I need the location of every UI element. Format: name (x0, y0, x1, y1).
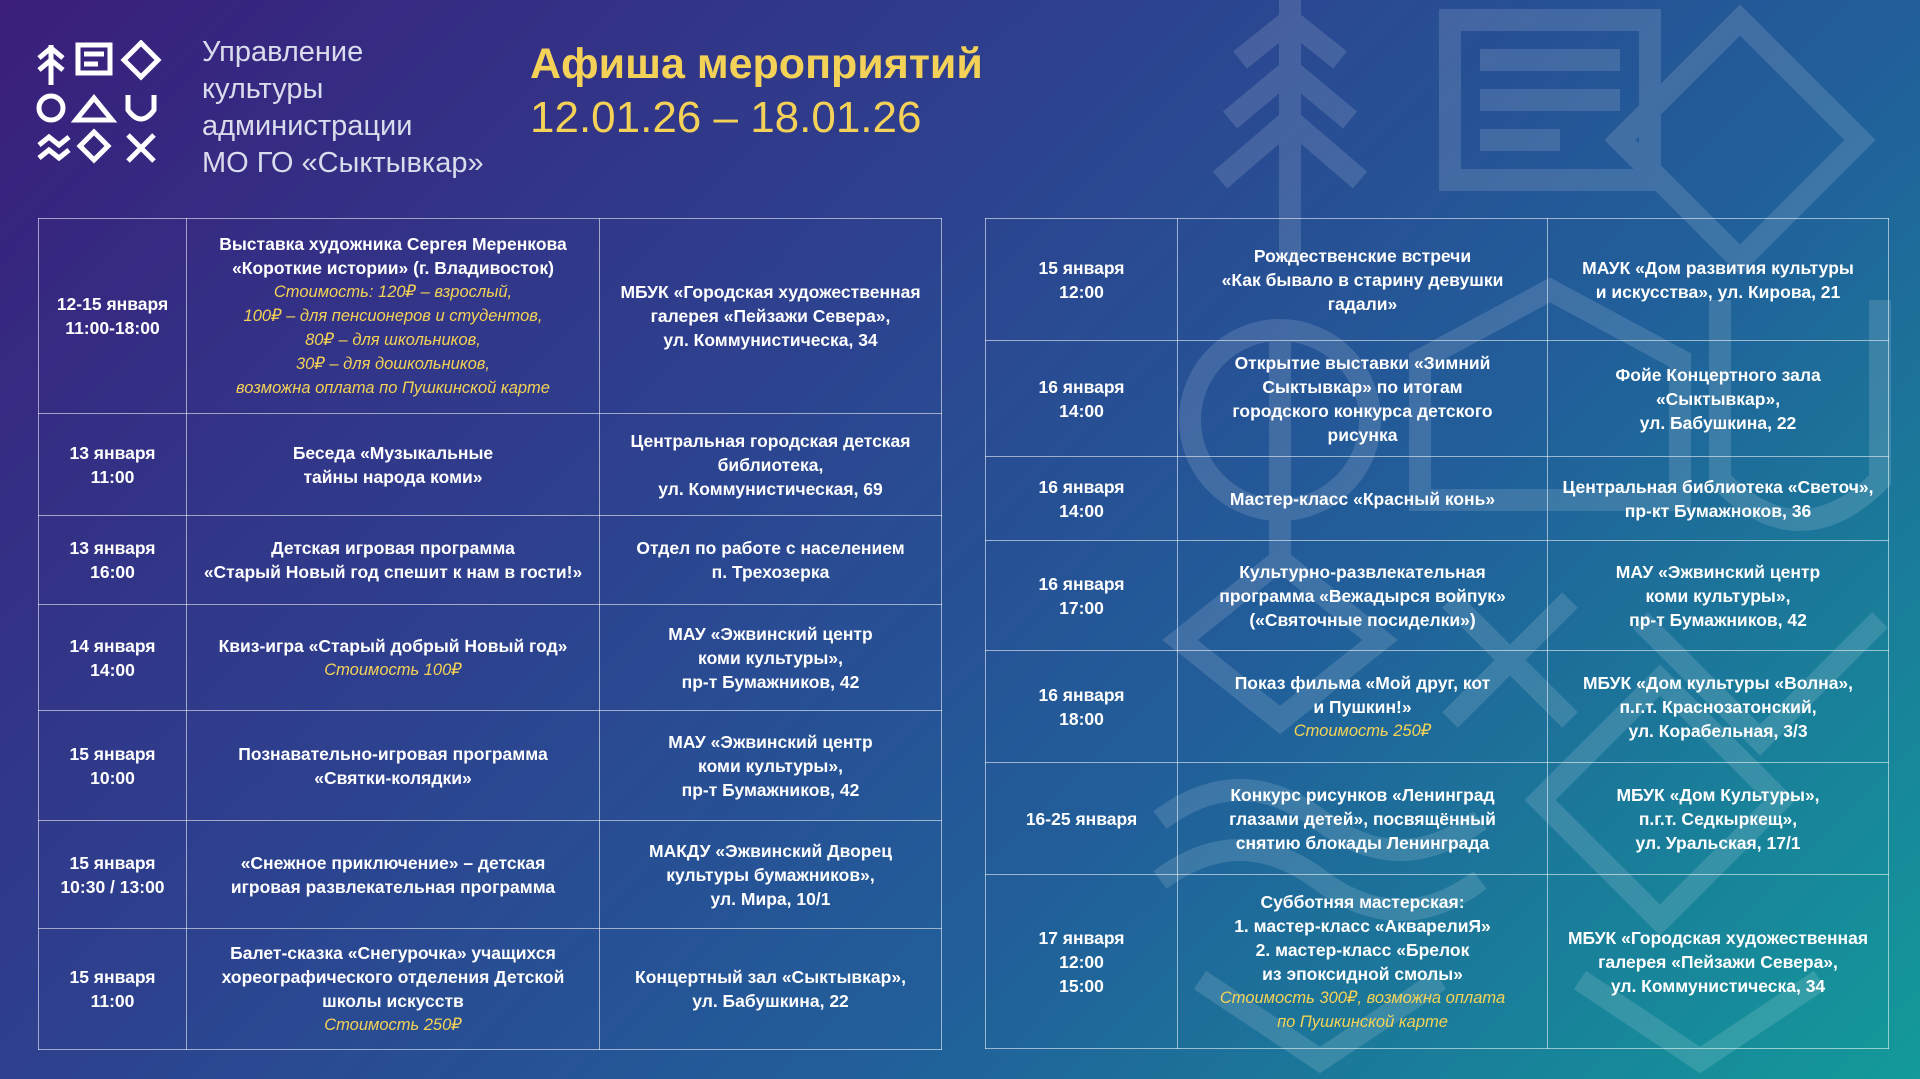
event-date-line: 16 января (1038, 573, 1125, 594)
event-row (39, 605, 942, 711)
event-venue-line: МАКДУ «Эжвинский Дворец (649, 840, 892, 861)
event-date-cell (39, 605, 187, 711)
event-venue-line: коми культуры», (698, 755, 843, 776)
event-venue-line: МБУК «Городская художественная (1567, 927, 1869, 948)
event-venue-line: МБУК «Дом культуры «Волна», (1582, 672, 1854, 693)
event-venue-line: пр-т Бумажников, 42 (681, 779, 860, 800)
event-date-line: 14:00 (1059, 400, 1104, 421)
event-price-line: Стоимость 250₽ (1293, 721, 1432, 740)
event-title-line: хореографического отделения Детской (221, 967, 565, 987)
event-title-line: Беседа «Музыкальные (292, 442, 494, 463)
event-title-cell (1178, 541, 1548, 651)
event-row (986, 219, 1889, 341)
event-title-line: 2. мастер-класс «Брелок (1255, 939, 1470, 960)
event-venue-line: ул. Бабушкина, 22 (1639, 412, 1797, 433)
event-title-line: Мастер-класс «Красный конь» (1229, 488, 1496, 509)
event-venue-line: Центральная городская детская (630, 430, 911, 451)
event-title-line: Балет-сказка «Снегурочка» учащихся (230, 943, 556, 963)
event-venue-line: культуры бумажников», (666, 864, 875, 885)
event-venue-cell (600, 414, 942, 516)
event-date-line: 14:00 (1059, 500, 1104, 521)
event-title-line: Рождественские встречи (1253, 245, 1472, 266)
event-date-cell (986, 457, 1178, 541)
event-venue-cell (1548, 341, 1889, 457)
event-date-line: 14 января (69, 635, 156, 656)
event-date-line: 12:00 (1059, 281, 1104, 302)
event-venue-line: галерея «Пейзажи Севера», (1598, 951, 1838, 972)
event-venue-line: коми культуры», (1645, 585, 1791, 606)
event-title-line: 1. мастер-класс «АкварелиЯ» (1234, 915, 1491, 936)
event-date-line: 12:00 (1059, 951, 1104, 972)
event-title-line: тайны народа коми» (303, 466, 483, 487)
event-row (986, 875, 1889, 1049)
event-price-line: Стоимость 300₽, возможна оплата (1219, 988, 1506, 1007)
event-title-line: Культурно-развлекательная (1239, 561, 1486, 582)
event-date-line: 16 января (1038, 376, 1125, 397)
event-date-cell (39, 711, 187, 821)
event-date-cell (39, 219, 187, 414)
event-title-line: гадали» (1327, 293, 1398, 314)
event-venue-line: МАУК «Дом развития культуры (1582, 257, 1854, 278)
event-title-line: городского конкурса детского (1232, 400, 1493, 421)
event-date-cell (39, 929, 187, 1050)
event-title-line: Квиз-игра «Старый добрый Новый год» (218, 635, 568, 656)
event-date-line: 11:00-18:00 (65, 318, 160, 338)
date-range: 12.01.26 – 18.01.26 (530, 93, 922, 142)
event-date-cell (986, 541, 1178, 651)
event-title-line: Конкурс рисунков «Ленинград (1230, 784, 1495, 805)
event-price-line: 100₽ – для пенсионеров и студентов, (243, 307, 543, 325)
event-title-line: «Старый Новый год спешит к нам в гости!» (203, 562, 583, 582)
event-title-line: программа «Вежадырся войпук» (1219, 585, 1506, 606)
event-title-cell (187, 516, 600, 605)
events-table-left (38, 218, 942, 1050)
event-title-line: глазами детей», посвящённый (1229, 808, 1496, 829)
event-title-line: школы искусств (322, 991, 464, 1011)
event-venue-cell (600, 516, 942, 605)
event-date-line: 18:00 (1059, 708, 1104, 729)
event-date-line: 10:00 (90, 767, 135, 788)
event-title-cell (1178, 341, 1548, 457)
event-date-line: 11:00 (90, 991, 135, 1011)
event-venue-line: пр-кт Бумажноков, 36 (1624, 500, 1812, 521)
event-date-line: 15 января (69, 743, 156, 764)
event-row (39, 929, 942, 1050)
event-venue-line: ул. Коммунистическа, 34 (1610, 975, 1826, 996)
event-title-line: рисунка (1327, 424, 1398, 445)
event-date-cell (986, 763, 1178, 875)
event-row (39, 516, 942, 605)
event-title-cell (1178, 219, 1548, 341)
event-title-cell (187, 929, 600, 1050)
event-venue-line: ул. Мира, 10/1 (710, 888, 831, 909)
event-venue-line: МАУ «Эжвинский центр (668, 623, 873, 644)
event-title-line: и Пушкин!» (1313, 696, 1412, 717)
event-title-line: снятию блокады Ленинграда (1235, 832, 1490, 853)
event-date-line: 16:00 (90, 562, 135, 582)
page-title: Афиша мероприятий (530, 40, 983, 88)
event-row (986, 457, 1889, 541)
event-title-cell (187, 605, 600, 711)
event-date-cell (986, 219, 1178, 341)
event-date-line: 16 января (1038, 684, 1125, 705)
event-venue-cell (600, 219, 942, 414)
event-venue-line: п. Трехозерка (711, 562, 830, 582)
event-date-line: 15 января (69, 967, 156, 987)
event-venue-line: ул. Бабушкина, 22 (692, 991, 849, 1011)
event-date-cell (39, 414, 187, 516)
event-venue-line: ул. Уральская, 17/1 (1635, 832, 1801, 853)
event-row (986, 763, 1889, 875)
event-title-line: игровая развлекательная программа (230, 876, 556, 897)
events-table-right (985, 218, 1889, 1049)
event-row (986, 341, 1889, 457)
event-venue-line: «Сыктывкар», (1655, 388, 1781, 409)
event-venue-line: Центральная библиотека «Светоч», (1562, 476, 1874, 497)
poster-header (530, 38, 983, 146)
event-venue-line: Концертный зал «Сыктывкар», (635, 967, 906, 987)
event-row (986, 651, 1889, 763)
event-venue-line: коми культуры», (698, 647, 843, 668)
event-title-cell (1178, 875, 1548, 1049)
event-venue-line: и искусства», ул. Кирова, 21 (1595, 281, 1841, 302)
organization-name (202, 34, 484, 182)
event-row (986, 541, 1889, 651)
event-venue-cell (1548, 651, 1889, 763)
event-date-line: 10:30 / 13:00 (60, 876, 165, 897)
org-line: культуры (202, 73, 324, 105)
event-date-line: 16 января (1038, 476, 1125, 497)
event-row (39, 414, 942, 516)
event-venue-cell (1548, 457, 1889, 541)
event-venue-line: пр-т Бумажников, 42 (1629, 609, 1807, 630)
event-venue-line: п.г.т. Седкыркещ», (1638, 808, 1798, 829)
event-date-line: 15 января (1038, 257, 1125, 278)
event-venue-line: Фойе Концертного зала (1615, 364, 1821, 385)
event-row (39, 711, 942, 821)
event-price-line: возможна оплата по Пушкинской карте (236, 379, 550, 397)
event-title-line: Сыктывкар» по итогам (1262, 376, 1463, 397)
event-date-line: 12-15 января (56, 294, 169, 314)
event-venue-cell (1548, 219, 1889, 341)
event-title-line: «Как бывало в старину девушки (1221, 269, 1504, 290)
event-title-line: Детская игровая программа (271, 538, 515, 558)
event-venue-line: библиотека, (717, 454, 824, 475)
org-line: Управление (202, 36, 364, 68)
event-title-line: из эпоксидной смолы» (1262, 963, 1463, 984)
event-title-line: «Короткие истории» (г. Владивосток) (232, 258, 554, 278)
event-title-line: «Снежное приключение» – детская (240, 852, 546, 873)
event-venue-line: Отдел по работе с населением (636, 538, 905, 558)
event-venue-cell (600, 711, 942, 821)
event-date-line: 11:00 (90, 466, 135, 487)
event-title-cell (187, 219, 600, 414)
event-venue-cell (600, 605, 942, 711)
event-title-cell (187, 711, 600, 821)
event-venue-line: п.г.т. Краснозатонский, (1619, 696, 1817, 717)
event-venue-cell (1548, 763, 1889, 875)
event-title-line: («Святочные посиделки») (1249, 609, 1476, 630)
event-title-cell (1178, 457, 1548, 541)
event-title-cell (187, 821, 600, 929)
event-title-cell (187, 414, 600, 516)
komi-ornament-logo-icon (36, 40, 166, 170)
event-row (39, 219, 942, 414)
event-venue-line: ул. Коммунистическая, 69 (658, 478, 883, 499)
event-title-line: Выставка художника Сергея Меренкова (219, 234, 567, 254)
event-title-line: Открытие выставки «Зимний (1234, 352, 1491, 373)
event-date-cell (39, 516, 187, 605)
event-date-cell (986, 651, 1178, 763)
event-price-line: Стоимость: 120₽ – взрослый, (273, 283, 513, 301)
event-title-line: Субботняя мастерская: (1260, 891, 1465, 912)
org-line: МО ГО «Сыктывкар» (202, 147, 484, 179)
event-date-cell (986, 875, 1178, 1049)
event-venue-line: ул. Коммунистическа, 34 (663, 330, 878, 350)
event-venue-line: МАУ «Эжвинский центр (668, 731, 873, 752)
event-title-line: «Святки-колядки» (314, 767, 472, 788)
event-date-line: 13 января (69, 538, 156, 558)
event-date-line: 16-25 января (1025, 808, 1138, 829)
event-price-line: 30₽ – для дошкольников, (295, 355, 491, 373)
event-price-line: 80₽ – для школьников, (305, 331, 481, 349)
event-price-line: Стоимость 100₽ (324, 660, 462, 679)
event-date-line: 15 января (69, 852, 156, 873)
event-title-cell (1178, 651, 1548, 763)
event-venue-line: ул. Корабельная, 3/3 (1628, 720, 1808, 741)
event-venue-line: МБУК «Дом Культуры», (1616, 784, 1820, 805)
event-row (39, 821, 942, 929)
event-date-cell (986, 341, 1178, 457)
event-title-line: Познавательно-игровая программа (238, 743, 548, 764)
event-venue-cell (1548, 541, 1889, 651)
event-venue-cell (600, 821, 942, 929)
event-venue-cell (1548, 875, 1889, 1049)
event-date-line: 17:00 (1059, 597, 1104, 618)
event-date-cell (39, 821, 187, 929)
event-date-line: 17 января (1038, 927, 1125, 948)
event-date-line: 14:00 (90, 659, 135, 680)
event-venue-cell (600, 929, 942, 1050)
event-venue-line: галерея «Пейзажи Севера», (650, 306, 891, 326)
event-title-cell (1178, 763, 1548, 875)
event-venue-line: МАУ «Эжвинский центр (1615, 561, 1821, 582)
event-price-line: по Пушкинской карте (1277, 1012, 1448, 1031)
event-date-line: 13 января (69, 442, 156, 463)
org-line: администрации (202, 110, 413, 142)
event-price-line: Стоимость 250₽ (324, 1016, 462, 1034)
event-venue-line: МБУК «Городская художественная (620, 282, 921, 302)
event-date-line: 15:00 (1059, 975, 1104, 996)
event-venue-line: пр-т Бумажников, 42 (681, 671, 860, 692)
event-title-line: Показ фильма «Мой друг, кот (1234, 672, 1491, 693)
